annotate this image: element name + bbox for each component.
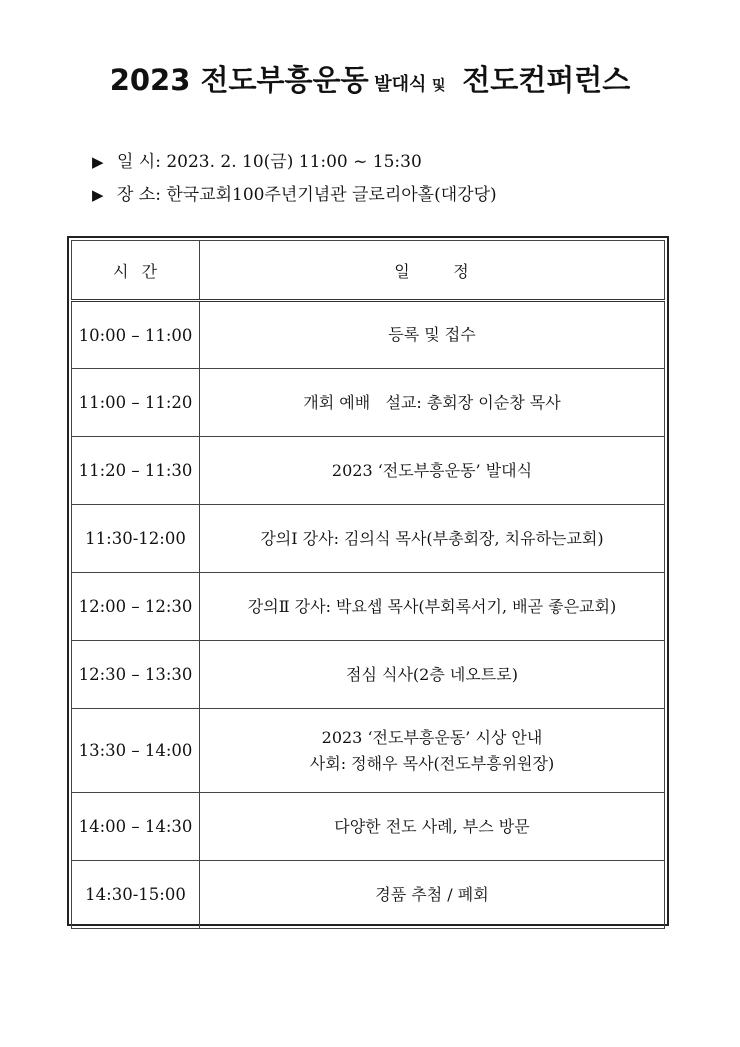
row-program [200, 301, 665, 369]
row-program [200, 369, 665, 437]
row-program-line: 2023 ‘전도부흥운동’ 발대식 [331, 460, 533, 480]
row-program-line: 사회: 정해우 목사(전도부흥위원장) [309, 753, 555, 773]
row-time: 12:30 – 13:30 [72, 641, 200, 709]
row-time: 14:00 – 14:30 [72, 793, 200, 861]
row-program [200, 861, 665, 929]
table-row [72, 437, 665, 505]
row-program [200, 793, 665, 861]
row-program-line: 등록 및 접수 [388, 325, 476, 345]
info-date-value: 2023. 2. 10(금) 11:00 ~ 15:30 [166, 152, 422, 172]
row-program-line: 2023 ‘전도부흥운동’ 시상 안내 [321, 727, 543, 747]
table-row [72, 369, 665, 437]
table-header-row [72, 241, 665, 301]
info-date [92, 147, 422, 172]
table-row [72, 709, 665, 793]
row-program-line: 강의Ⅱ 강사: 박요셉 목사(부회록서기, 배곧 좋은교회) [247, 596, 617, 616]
row-program-line: 강의Ⅰ 강사: 김의식 목사(부총회장, 치유하는교회) [260, 528, 604, 548]
title-event: 2023 전도부흥운동 [109, 63, 369, 97]
title-conference: 전도컨퍼런스 [462, 63, 631, 97]
row-time: 10:00 – 11:00 [72, 301, 200, 369]
triangle-bullet-icon: ▶ [92, 186, 104, 204]
row-program-line: 다양한 전도 사례, 부스 방문 [334, 816, 530, 836]
row-time: 11:20 – 11:30 [72, 437, 200, 505]
row-program [200, 437, 665, 505]
header-program: 일 정 [200, 241, 665, 301]
row-program [200, 505, 665, 573]
table-row [72, 641, 665, 709]
page-title [0, 58, 740, 99]
row-time: 12:00 – 12:30 [72, 573, 200, 641]
title-ceremony: 발대식 [374, 74, 427, 95]
table-row [72, 301, 665, 369]
table-row [72, 573, 665, 641]
info-date-label: 일 시: [116, 152, 161, 172]
row-program [200, 573, 665, 641]
row-program [200, 709, 665, 793]
row-time: 11:00 – 11:20 [72, 369, 200, 437]
title-and: 및 [431, 78, 446, 94]
row-program [200, 641, 665, 709]
row-program-line: 점심 식사(2층 네오트로) [346, 664, 518, 684]
schedule-table [67, 236, 669, 926]
triangle-bullet-icon: ▶ [92, 153, 104, 171]
row-time: 11:30-12:00 [72, 505, 200, 573]
info-place-value: 한국교회100주년기념관 글로리아홀(대강당) [166, 185, 497, 205]
row-time: 14:30-15:00 [72, 861, 200, 929]
info-place-label: 장 소: [116, 185, 161, 205]
table-row [72, 505, 665, 573]
info-place [92, 180, 497, 205]
row-program-line: 개회 예배 설교: 총회장 이순창 목사 [303, 392, 561, 412]
table-row [72, 861, 665, 929]
table-row [72, 793, 665, 861]
row-program-line: 경품 추첨 / 폐회 [375, 884, 489, 904]
row-time: 13:30 – 14:00 [72, 709, 200, 793]
header-time: 시 간 [72, 241, 200, 301]
